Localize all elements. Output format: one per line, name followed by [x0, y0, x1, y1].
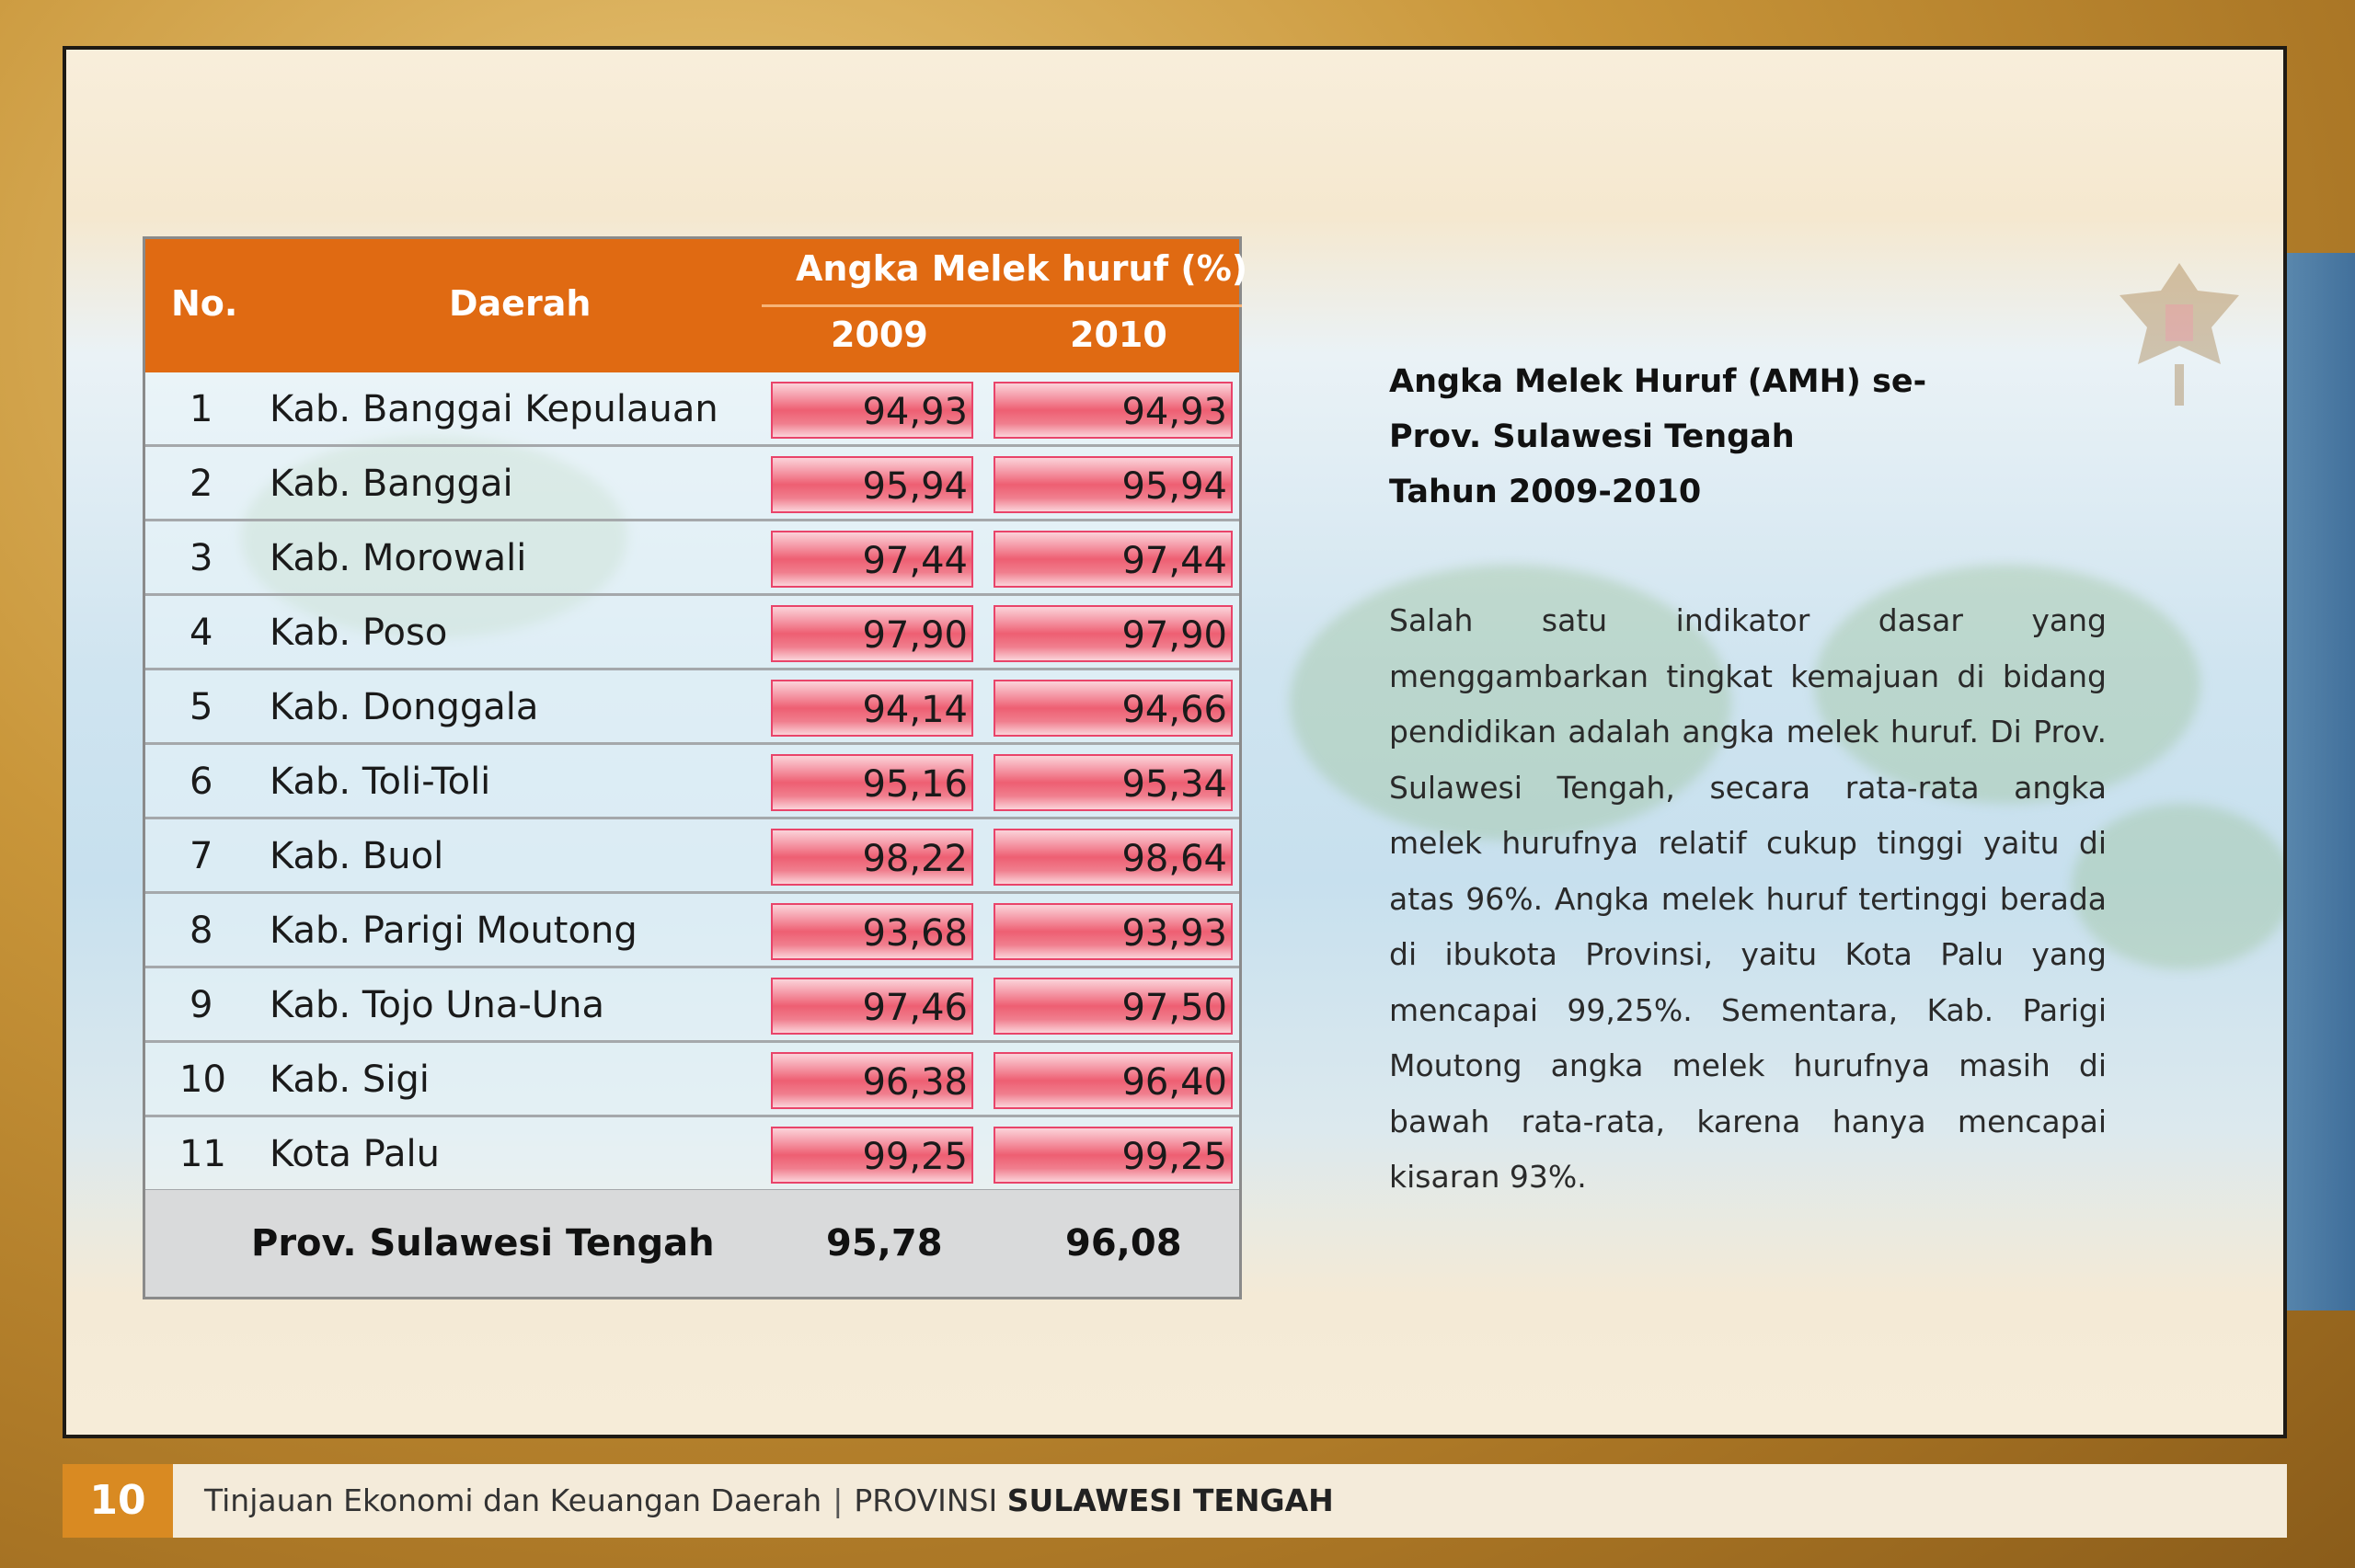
footer-value-2010: 96,08	[1065, 1222, 1182, 1265]
row-number: 10	[179, 1059, 226, 1101]
row-value-2009: 97,44	[771, 531, 973, 588]
row-region: Kab. Tojo Una-Una	[270, 984, 604, 1026]
row-value-2009: 94,14	[771, 680, 973, 737]
table-row	[145, 670, 1239, 745]
row-number: 2	[190, 463, 213, 505]
row-value-2010: 97,90	[994, 605, 1233, 662]
body-paragraph: Salah satu indikator dasar yang menggambarkan tingkat kemajuan di bidang pendidikan adalah angka melek huruf. Di Prov. Sulawesi Tengah, secara rata-rata angka melek hurufnya relatif cukup tinggi yaitu di atas 96%. Angka melek huruf tertinggi berada di ibukota Provinsi, yaitu Kota Palu yang mencapai 99,25%. Sementara, Kab. Parigi Moutong angka melek hurufnya masih di bawah rata-rata, karena hanya mencapai kisaran 93%.	[1389, 602, 2107, 1195]
table-footer-total	[145, 1190, 1239, 1297]
literacy-table	[143, 236, 1248, 1299]
header-year-2009: 2009	[831, 315, 928, 355]
row-value-2009: 98,22	[771, 829, 973, 886]
table-row	[145, 745, 1239, 819]
table-row	[145, 596, 1239, 670]
heading-line: Prov. Sulawesi Tengah	[1389, 418, 1795, 455]
row-value-2010: 93,93	[994, 903, 1233, 960]
table-row	[145, 968, 1239, 1043]
header-divider	[762, 304, 1242, 307]
table-row	[145, 447, 1239, 521]
row-value-2010: 95,34	[994, 754, 1233, 811]
row-number: 5	[190, 686, 213, 728]
publication-title: Tinjauan Ekonomi dan Keuangan Daerah	[204, 1482, 822, 1518]
row-value-2010: 96,40	[994, 1052, 1233, 1109]
map-edge-decoration	[2287, 253, 2355, 1310]
row-number: 4	[190, 612, 213, 654]
row-region: Kab. Banggai	[270, 463, 513, 505]
table-row	[145, 372, 1239, 447]
row-number: 8	[190, 910, 213, 952]
row-value-2009: 99,25	[771, 1127, 973, 1184]
row-number: 3	[190, 537, 213, 579]
row-region: Kab. Donggala	[270, 686, 539, 728]
row-value-2009: 95,16	[771, 754, 973, 811]
table-header	[145, 239, 1248, 372]
row-value-2009: 95,94	[771, 456, 973, 513]
garuda-emblem-icon	[2110, 254, 2248, 410]
row-value-2010: 97,50	[994, 978, 1233, 1035]
row-region: Kab. Poso	[270, 612, 448, 654]
row-region: Kab. Morowali	[270, 537, 527, 579]
table-row	[145, 819, 1239, 894]
row-value-2010: 98,64	[994, 829, 1233, 886]
heading-line: Tahun 2009-2010	[1389, 474, 1702, 510]
row-value-2010: 94,66	[994, 680, 1233, 737]
row-number: 1	[190, 388, 213, 430]
header-year-2010: 2010	[1070, 315, 1167, 355]
row-region: Kab. Banggai Kepulauan	[270, 388, 718, 430]
table-row	[145, 1117, 1239, 1192]
table-row	[145, 894, 1239, 968]
row-value-2010: 94,93	[994, 382, 1233, 439]
row-value-2010: 95,94	[994, 456, 1233, 513]
row-region: Kab. Parigi Moutong	[270, 910, 638, 952]
footer-value-2009: 95,78	[826, 1222, 943, 1265]
header-literacy-rate: Angka Melek huruf (%)	[796, 248, 1248, 289]
row-value-2009: 94,93	[771, 382, 973, 439]
row-region: Kab. Buol	[270, 835, 444, 877]
heading-line: Angka Melek Huruf (AMH) se-	[1389, 363, 1927, 400]
row-value-2009: 97,46	[771, 978, 973, 1035]
province-prefix: PROVINSI	[854, 1482, 998, 1518]
province-name: SULAWESI TENGAH	[1006, 1482, 1334, 1518]
row-region: Kota Palu	[270, 1133, 440, 1175]
row-number: 9	[190, 984, 213, 1026]
table-row	[145, 521, 1239, 596]
row-number: 7	[190, 835, 213, 877]
header-region: Daerah	[449, 283, 592, 324]
footer-separator: |	[833, 1482, 844, 1518]
row-value-2010: 99,25	[994, 1127, 1233, 1184]
row-value-2009: 96,38	[771, 1052, 973, 1109]
row-number: 6	[190, 761, 213, 803]
row-region: Kab. Toli-Toli	[270, 761, 491, 803]
row-number: 11	[179, 1133, 226, 1175]
footer-title	[204, 1464, 1334, 1538]
page-number: 10	[63, 1464, 173, 1538]
row-value-2009: 93,68	[771, 903, 973, 960]
section-heading	[1389, 354, 1926, 520]
header-no: No.	[171, 283, 238, 324]
row-value-2009: 97,90	[771, 605, 973, 662]
row-region: Kab. Sigi	[270, 1059, 430, 1101]
table-row	[145, 1043, 1239, 1117]
row-value-2010: 97,44	[994, 531, 1233, 588]
footer-region: Prov. Sulawesi Tengah	[251, 1222, 715, 1265]
